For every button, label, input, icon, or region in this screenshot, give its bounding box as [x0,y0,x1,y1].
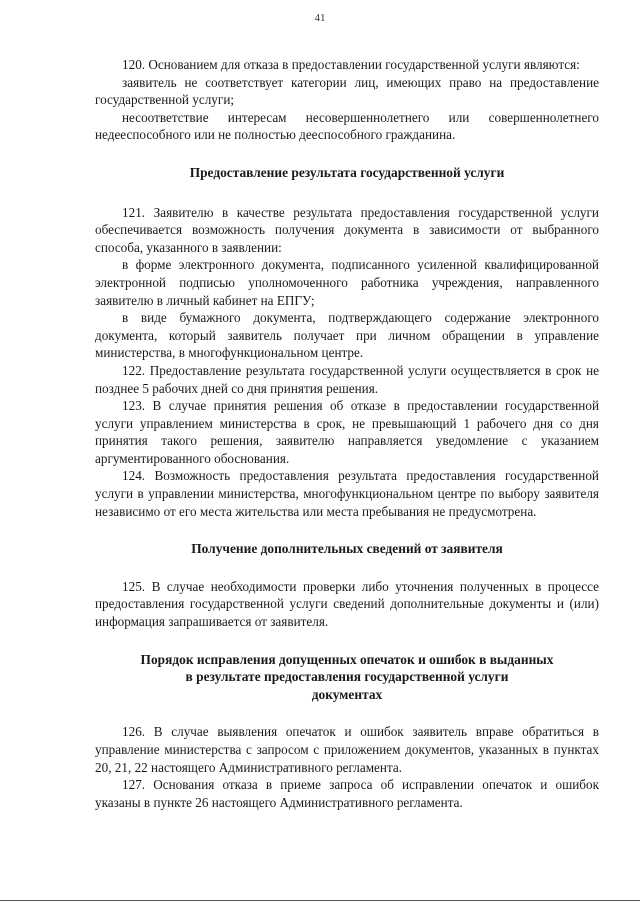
paragraph-124: 124. Возможность предоставления результата предоставления государственной услуги в управлении министерства, многофункциональном центре по выбору заявителя независимо от его места жительства или места пребывания не предусмотрена. [95,468,599,519]
list-item: в форме электронного документа, подписанного усиленной квалифицированной электронной подписью уполномоченного работника учреждения, направленного заявителю в личный кабинет на ЕПГУ; [95,257,599,308]
paragraph-127: 127. Основания отказа в приеме запроса об исправлении опечаток и ошибок указаны в пункте 26 настоящего Административного регламента. [95,777,599,810]
paragraph-121: 121. Заявителю в качестве результата предоставления государственной услуги обеспечивается возможность получения документа в зависимости от выбранного способа, указанного в заявлении: [95,204,599,255]
list-item: заявитель не соответствует категории лиц, имеющих право на предоставление государственной услуги; [95,74,599,108]
paragraph-125: 125. В случае необходимости проверки либо уточнения полученных в процессе предоставления государственной услуги сведений дополнительные документы и (или) информация запрашивается от заявителя. [95,578,599,630]
heading-line: Порядок исправления допущенных опечаток и ошибок в выданных [140,651,554,667]
heading-line: документах [311,686,383,702]
list-item: несоответствие интересам несовершеннолетнего или совершеннолетнего недееспособного или не полностью дееспособного гражданина. [95,109,599,143]
paragraph-122: 122. Предоставление результата государственной услуги осуществляется в срок не позднее 5 рабочих дней со дня принятия решения. [95,362,599,396]
section-heading-additional-info: Получение дополнительных сведений от заявителя [191,541,503,557]
section-heading-corrections [95,651,599,704]
section-heading-result: Предоставление результата государственной услуги [189,164,505,180]
document-body [95,56,599,811]
page-bottom-divider [0,900,640,901]
paragraph-120: 120. Основанием для отказа в предоставлении государственной услуги являются: [122,57,580,72]
paragraph-123: 123. В случае принятия решения об отказе в предоставлении государственной услуги управлением министерства в срок, не превышающий 1 рабочего дня со дня принятия такого решения, заявителю направляется уведомление с указанием аргументированного обоснования. [95,398,599,466]
list-item: в виде бумажного документа, подтверждающего содержание электронного документа, который заявитель получает при личном обращении в управление министерства, в многофункциональном центре. [95,310,599,361]
page-number: 41 [314,12,326,24]
paragraph-126: 126. В случае выявления опечаток и ошибок заявитель вправе обратиться в управление министерства с запросом с приложением документов, указанных в пунктах 20, 21, 22 настоящего Административного регламента. [95,724,599,775]
heading-line: в результате предоставления государственной услуги [185,669,509,685]
